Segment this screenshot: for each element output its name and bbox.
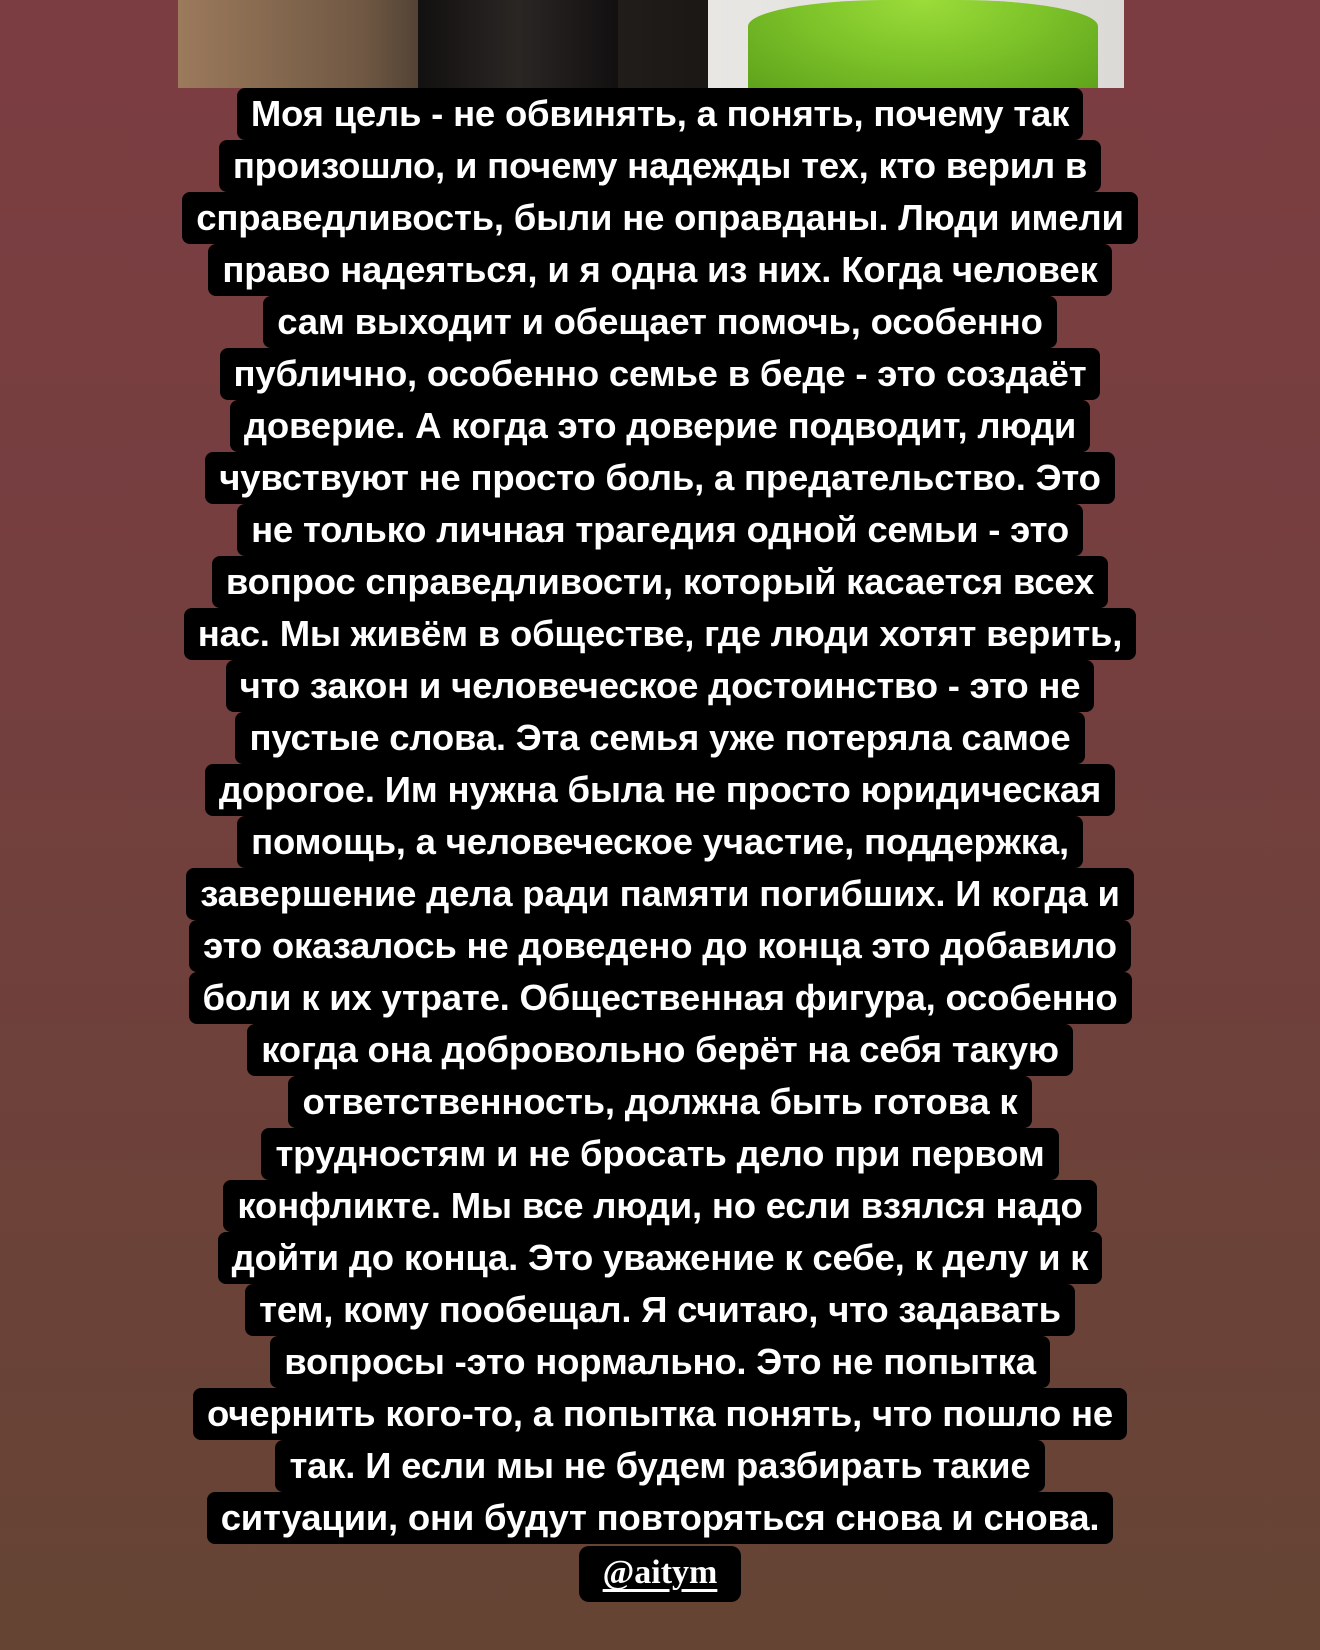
photo-person-right: [708, 0, 1124, 88]
story-text-line: справедливость, были не оправданы. Люди имели: [182, 192, 1137, 244]
story-text-line: очернить кого-то, а попытка понять, что пошло не: [193, 1388, 1127, 1440]
text-line-row: [218, 1232, 1103, 1284]
text-line-row: [223, 1180, 1096, 1232]
story-text-line: трудностям и не бросать дело при первом: [261, 1128, 1058, 1180]
story-text-line: право надеяться, и я одна из них. Когда человек: [208, 244, 1111, 296]
story-text-line: когда она добровольно берёт на себя такую: [247, 1024, 1073, 1076]
text-line-row: [219, 140, 1101, 192]
story-text-line: боли к их утрате. Общественная фигура, особенно: [189, 972, 1132, 1024]
story-text-block: [0, 88, 1320, 1602]
text-line-row: [263, 296, 1056, 348]
story-text-line: вопрос справедливости, который касается всех: [212, 556, 1108, 608]
story-text-line: дорогое. Им нужна была не просто юридическая: [205, 764, 1115, 816]
story-text-line: помощь, а человеческое участие, поддержка,: [237, 816, 1083, 868]
story-text-line: Моя цель - не обвинять, а понять, почему так: [237, 88, 1083, 140]
story-text-line: чувствуют не просто боль, а предательство. Это: [205, 452, 1114, 504]
text-line-row: [186, 868, 1134, 920]
text-line-row: [207, 1492, 1114, 1544]
photo-green-coat: [748, 0, 1098, 88]
story-text-line: это оказалось не доведено до конца это добавило: [189, 920, 1131, 972]
story-text-line: доверие. А когда это доверие подводит, люди: [230, 400, 1090, 452]
story-text-line: нас. Мы живём в обществе, где люди хотят верить,: [184, 608, 1136, 660]
story-text-line: сам выходит и обещает помочь, особенно: [263, 296, 1056, 348]
text-line-row: [261, 1128, 1058, 1180]
text-line-row: [193, 1388, 1127, 1440]
story-text-line: так. И если мы не будем разбирать такие: [275, 1440, 1044, 1492]
text-line-row: [247, 1024, 1073, 1076]
story-text-line: публично, особенно семье в беде - это создаёт: [220, 348, 1101, 400]
text-line-row: [205, 452, 1114, 504]
story-text-line: пустые слова. Эта семья уже потеряла самое: [235, 712, 1084, 764]
story-text-line: завершение дела ради памяти погибших. И когда и: [186, 868, 1134, 920]
story-text-line: дойти до конца. Это уважение к себе, к делу и к: [218, 1232, 1103, 1284]
story-text-line: произошло, и почему надежды тех, кто верил в: [219, 140, 1101, 192]
story-photo: [178, 0, 1124, 88]
text-line-row: [270, 1336, 1050, 1388]
text-line-row: [245, 1284, 1075, 1336]
story-text-line: ответственность, должна быть готова к: [288, 1076, 1031, 1128]
mention-sticker[interactable]: @aitym: [579, 1546, 742, 1602]
text-line-row: [189, 920, 1131, 972]
text-line-row: [208, 244, 1111, 296]
story-text-line: тем, кому пообещал. Я считаю, что задавать: [245, 1284, 1075, 1336]
photo-person-left: [178, 0, 708, 88]
story-text-line: конфликте. Мы все люди, но если взялся надо: [223, 1180, 1096, 1232]
text-line-row: [189, 972, 1132, 1024]
story-text-line: вопросы -это нормально. Это не попытка: [270, 1336, 1050, 1388]
text-line-row: [182, 192, 1137, 244]
story-text-line: ситуации, они будут повторяться снова и снова.: [207, 1492, 1114, 1544]
text-line-row: [237, 88, 1083, 140]
text-line-row: [275, 1440, 1044, 1492]
text-line-row: [220, 348, 1101, 400]
text-line-row: [226, 660, 1095, 712]
text-line-row: [230, 400, 1090, 452]
text-line-row: [184, 608, 1136, 660]
story-text-line: что закон и человеческое достоинство - это не: [226, 660, 1095, 712]
text-line-row: [237, 504, 1083, 556]
text-line-row: [235, 712, 1084, 764]
text-line-row: [205, 764, 1115, 816]
story-text-line: не только личная трагедия одной семьи - это: [237, 504, 1083, 556]
text-line-row: [212, 556, 1108, 608]
photo-dark-jacket: [418, 0, 618, 88]
text-line-row: [237, 816, 1083, 868]
text-line-row: [288, 1076, 1031, 1128]
